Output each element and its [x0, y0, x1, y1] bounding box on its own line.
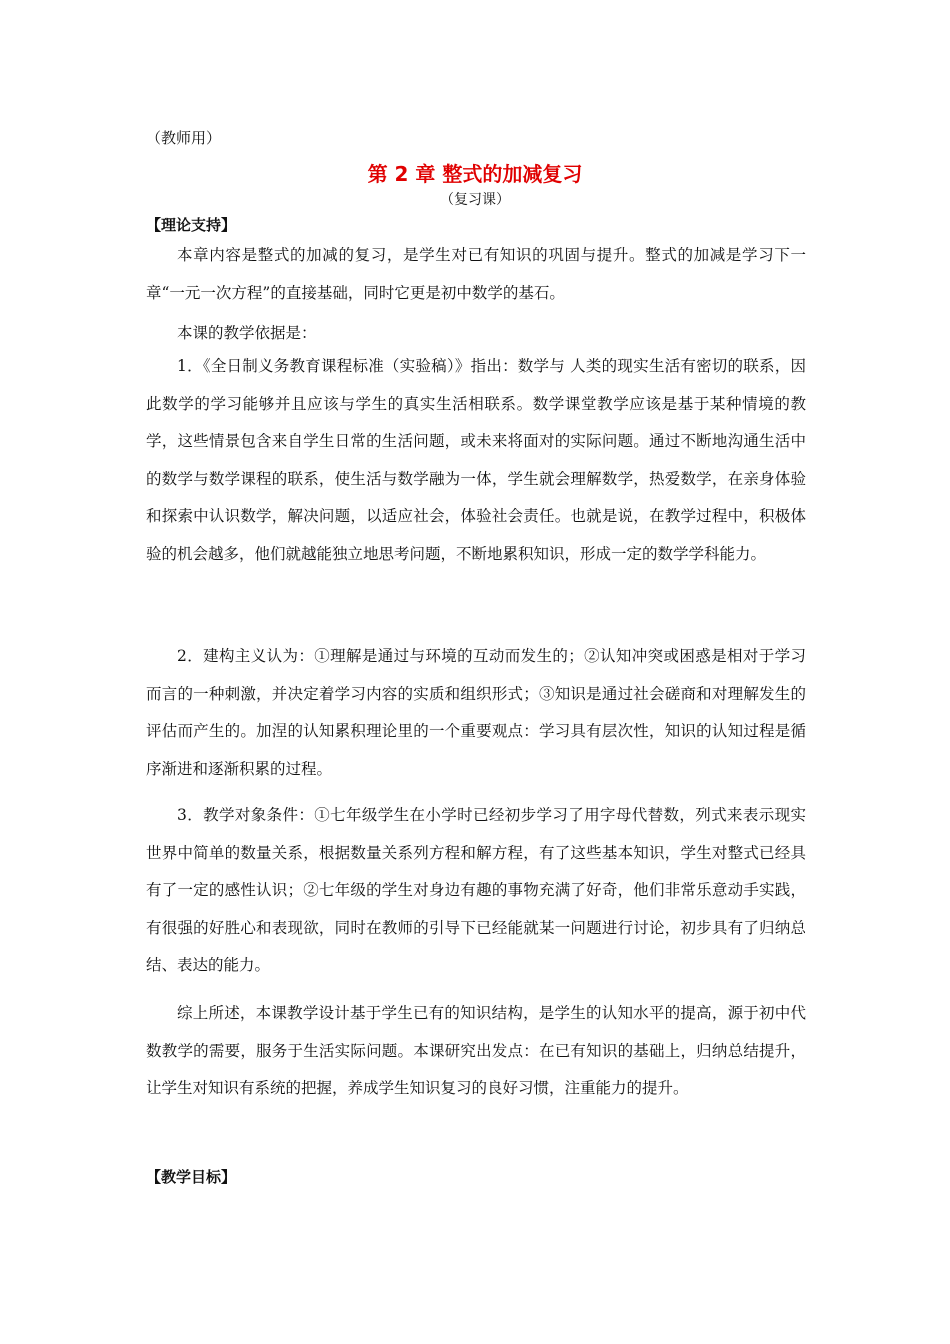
page-subtitle: （复习课） [440, 192, 510, 208]
list-item-1 [146, 348, 806, 573]
list-item-3 [146, 797, 806, 985]
paragraph-text: 1．《全日制义务教育课程标准（实验稿）》指出：数学与 人类的现实生活有密切的联系，因此数学的学习能够并且应该与学生的真实生活相联系。数学课堂教学应该是基于某种情境的教学，这些情景包含来自学生日常的生活问题，或未来将面对的实际问题。通过不断地沟通生活中的数学与数学课程的联系，使生活与数学融为一体，学生就会理解数学，热爱数学，在亲身体验和探索中认识数学，解决问题，以适应社会，体验社会责任。也就是说，在教学过程中，积极体验的机会越多，他们就越能独立地思考问题，不断地累积知识，形成一定的数学学科能力。 [146, 357, 806, 563]
paragraph-text: 本章内容是整式的加减的复习，是学生对已有知识的巩固与提升。整式的加减是学习下一章“一元一次方程”的直接基础，同时它更是初中数学的基石。 [146, 246, 806, 302]
page-title: 第 2 章 整式的加减复习 [367, 162, 583, 186]
paragraph-text: 本课的教学依据是： [177, 324, 317, 342]
paragraph-text: 综上所述，本课教学设计基于学生已有的知识结构，是学生的认知水平的提高，源于初中代数教学的需要，服务于生活实际问题。本课研究出发点：在已有知识的基础上，归纳总结提升，让学生对知识有系统的把握，养成学生知识复习的良好习惯，注重能力的提升。 [146, 1004, 806, 1097]
paragraph-text: 2．建构主义认为：①理解是通过与环境的互动而发生的；②认知冲突或困惑是相对于学习而言的一种刺激，并决定着学习内容的实质和组织形式；③知识是通过社会磋商和对理解发生的评估而产生的。加涅的认知累积理论里的一个重要观点：学习具有层次性，知识的认知过程是循序渐进和逐渐积累的过程。 [146, 647, 806, 778]
section-heading-goals: 【教学目标】 [146, 1168, 237, 1186]
audience-label: （教师用） [146, 129, 222, 147]
paragraph-text: 3．教学对象条件：①七年级学生在小学时已经初步学习了用字母代替数，列式来表示现实世界中简单的数量关系，根据数量关系列方程和解方程，有了这些基本知识，学生对整式已经具有了一定的感性认识；②七年级的学生对身边有趣的事物充满了好奇，他们非常乐意动手实践，有很强的好胜心和表现欲，同时在教师的引导下已经能就某一问题进行讨论，初步具有了归纳总结、表达的能力。 [146, 806, 806, 974]
section-heading-theory: 【理论支持】 [146, 216, 237, 234]
paragraph-summary [146, 995, 806, 1108]
paragraph-basis-intro [146, 322, 806, 344]
paragraph-intro [146, 237, 806, 312]
list-item-2 [146, 638, 806, 788]
